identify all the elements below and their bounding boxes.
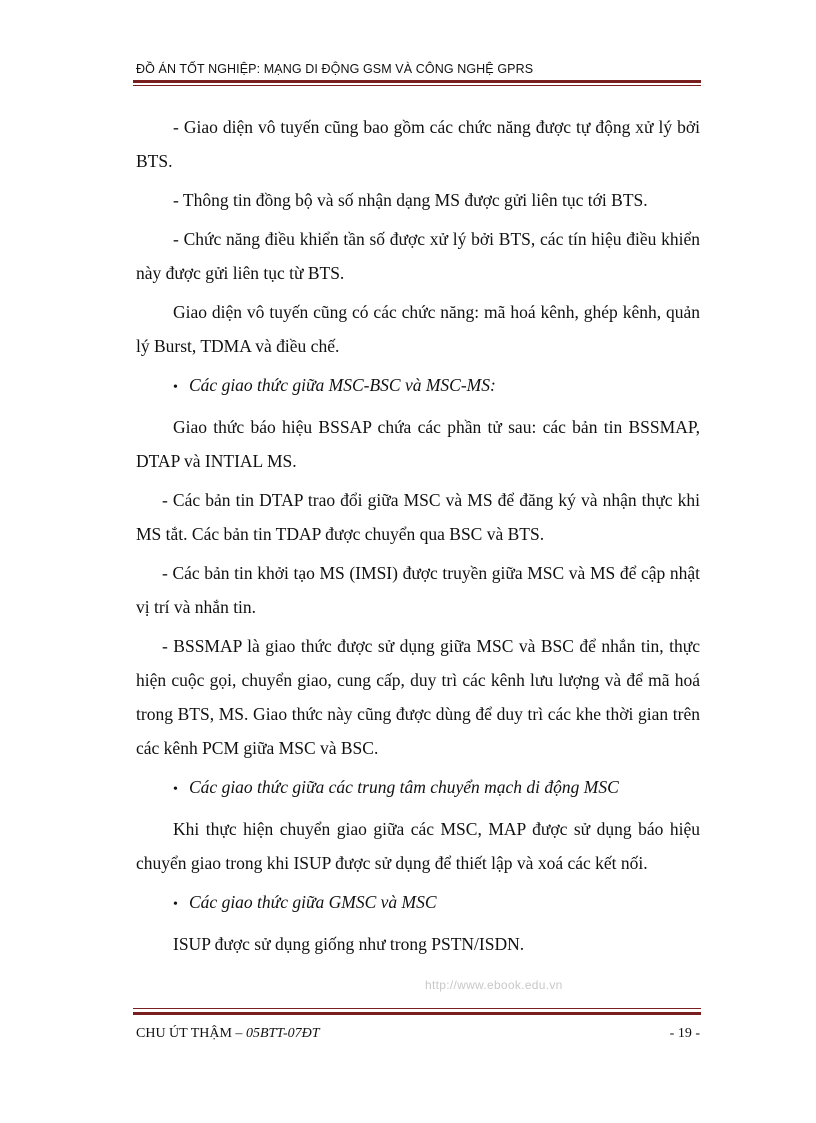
paragraph: - Các bản tin DTAP trao đổi giữa MSC và MS để đăng ký và nhận thực khi MS tắt. Các bản tin TDAP được chuyển qua BSC và BTS.	[136, 490, 700, 544]
bullet-heading-text: Các giao thức giữa các trung tâm chuyển mạch di động MSC	[189, 777, 619, 797]
paragraph: - Thông tin đồng bộ và số nhận dạng MS được gửi liên tục tới BTS.	[173, 190, 648, 210]
header-rule-thin	[133, 85, 701, 86]
footer-author	[136, 1026, 320, 1042]
bullet-icon: •	[173, 380, 178, 395]
bullet-heading-text: Các giao thức giữa GMSC và MSC	[189, 892, 437, 912]
document-body	[136, 110, 700, 966]
paragraph: Giao thức báo hiệu BSSAP chứa các phần tử sau: các bản tin BSSMAP, DTAP và INTIAL MS.	[136, 417, 700, 471]
bullet-heading	[136, 368, 700, 405]
paragraph: Giao diện vô tuyến cũng có các chức năng: mã hoá kênh, ghép kênh, quản lý Burst, TDMA và điều chế.	[136, 302, 700, 356]
bullet-heading	[136, 885, 700, 922]
footer-class-code: 05BTT-07ĐT	[245, 1026, 320, 1041]
paragraph: Khi thực hiện chuyển giao giữa các MSC, MAP được sử dụng báo hiệu chuyển giao trong khi ISUP được sử dụng để thiết lập và xoá các kết nối.	[136, 819, 700, 873]
paragraph: - BSSMAP là giao thức được sử dụng giữa MSC và BSC để nhắn tin, thực hiện cuộc gọi, chuyển giao, cung cấp, duy trì các kênh lưu lượng và để mã hoá trong BTS, MS. Giao thức này cũng được dùng để duy trì các khe thời gian trên các kênh PCM giữa MSC và BSC.	[136, 636, 700, 758]
footer-rule-thin	[133, 1008, 701, 1009]
watermark-url: http://www.ebook.edu.vn	[425, 978, 563, 992]
bullet-icon: •	[173, 897, 178, 912]
bullet-heading-text: Các giao thức giữa MSC-BSC và MSC-MS:	[189, 375, 496, 395]
page-number: - 19 -	[669, 1026, 700, 1041]
paragraph: ISUP được sử dụng giống như trong PSTN/ISDN.	[173, 934, 525, 954]
bullet-icon: •	[173, 782, 178, 797]
footer-rule-thick	[133, 1012, 701, 1015]
footer-author-name: CHU ÚT THẬM –	[136, 1026, 246, 1041]
bullet-heading	[136, 770, 700, 807]
paragraph: - Chức năng điều khiển tần số được xử lý bởi BTS, các tín hiệu điều khiển này được gửi liên tục từ BTS.	[136, 229, 700, 283]
paragraph: - Các bản tin khởi tạo MS (IMSI) được truyền giữa MSC và MS để cập nhật vị trí và nhắn tin.	[136, 563, 700, 617]
paragraph: - Giao diện vô tuyến cũng bao gồm các chức năng được tự động xử lý bởi BTS.	[136, 117, 700, 171]
header-title: ĐỒ ÁN TỐT NGHIỆP: MẠNG DI ĐỘNG GSM VÀ CÔNG NGHỆ GPRS	[136, 62, 534, 76]
header-rule-thick	[133, 80, 701, 83]
